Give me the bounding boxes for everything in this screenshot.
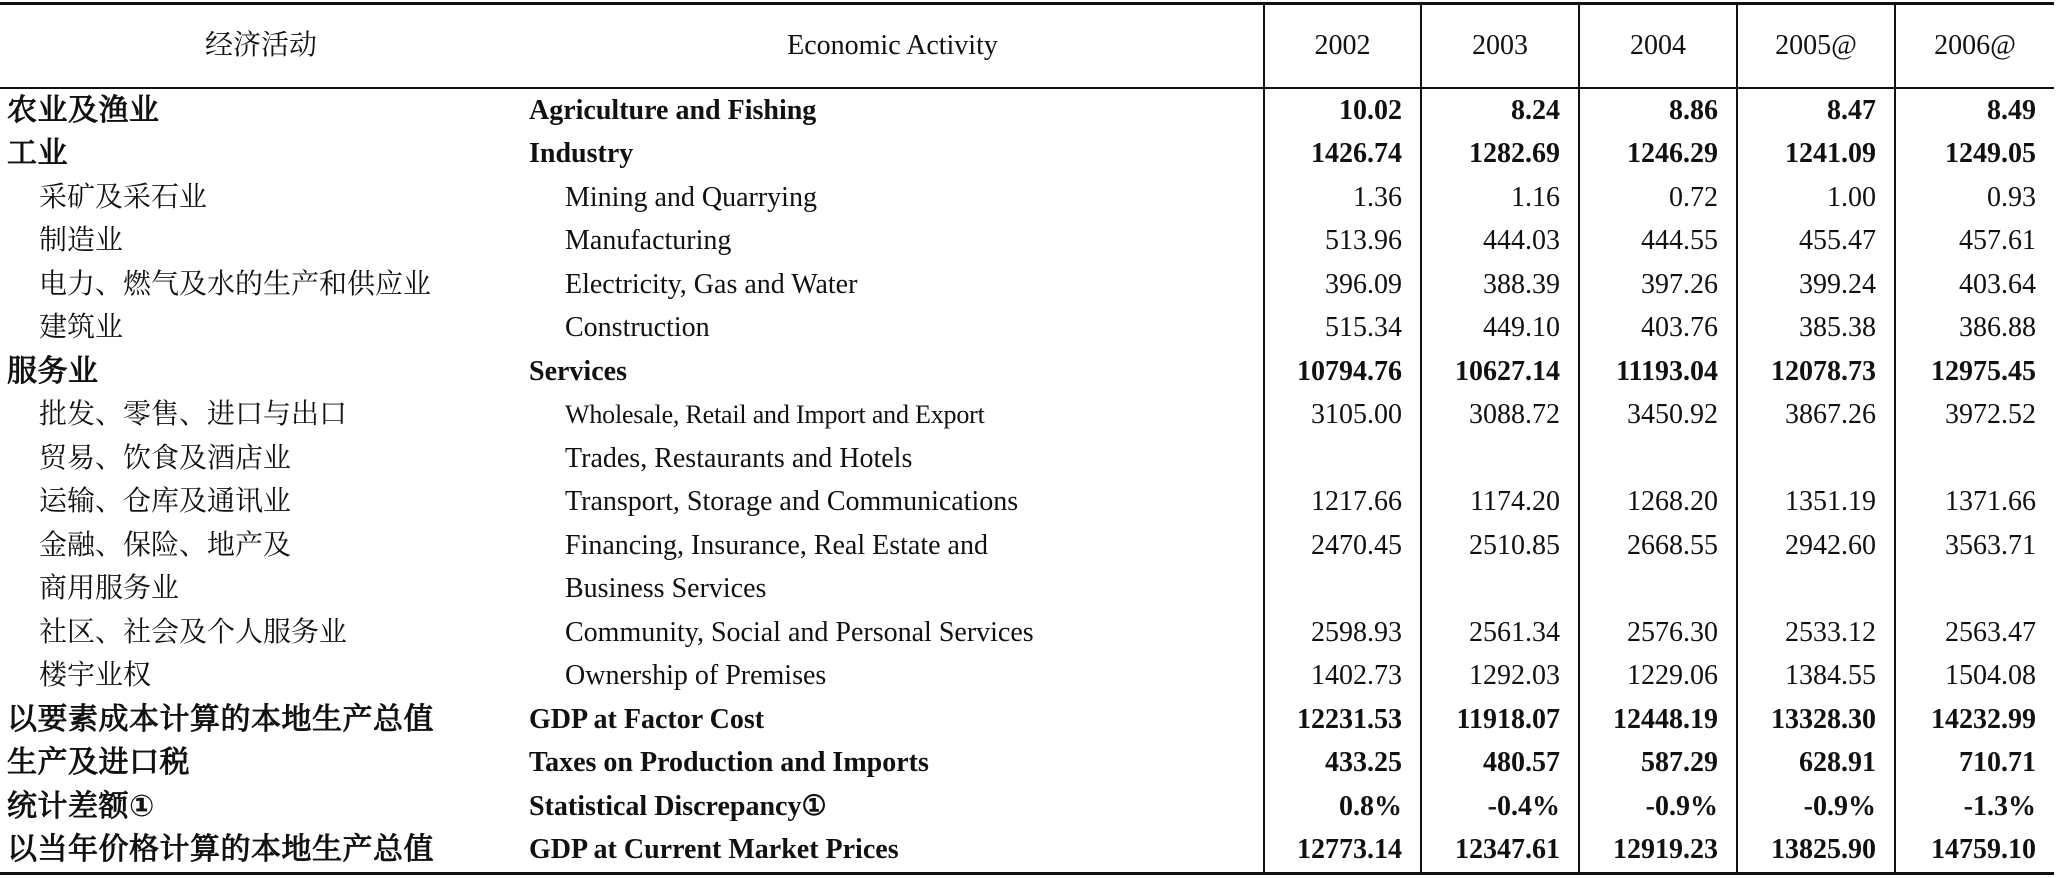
table-row bbox=[0, 394, 2054, 438]
value-2004: 3450.92 bbox=[1578, 394, 1736, 438]
activity-zh: 商用服务业 bbox=[39, 573, 180, 605]
activity-en: Trades, Restaurants and Hotels bbox=[565, 442, 913, 474]
value-2006: 2563.47 bbox=[1894, 611, 2054, 655]
value-2002: 433.25 bbox=[1263, 742, 1420, 786]
value-2002: 2598.93 bbox=[1263, 611, 1420, 655]
activity-en: Manufacturing bbox=[565, 225, 732, 257]
activity-zh: 建筑业 bbox=[39, 312, 124, 344]
activity-en: Agriculture and Fishing bbox=[529, 94, 817, 126]
value-2006: 14759.10 bbox=[1894, 829, 2054, 873]
activity-en: Construction bbox=[565, 312, 710, 344]
table-row bbox=[0, 568, 2054, 612]
value-2004: 1268.20 bbox=[1578, 481, 1736, 525]
activity-en: Transport, Storage and Communications bbox=[565, 486, 1019, 518]
value-2002 bbox=[1263, 437, 1420, 481]
table-row bbox=[0, 611, 2054, 655]
value-2005: 8.47 bbox=[1736, 89, 1894, 133]
activity-en: Mining and Quarrying bbox=[565, 181, 817, 213]
value-2006: -1.3% bbox=[1894, 785, 2054, 829]
value-2006: 386.88 bbox=[1894, 307, 2054, 351]
value-2002: 1402.73 bbox=[1263, 655, 1420, 699]
value-2004: 12448.19 bbox=[1578, 698, 1736, 742]
value-2006: 1504.08 bbox=[1894, 655, 2054, 699]
activity-en: Wholesale, Retail and Import and Export bbox=[565, 400, 985, 430]
value-2005: 628.91 bbox=[1736, 742, 1894, 786]
activity-en: GDP at Factor Cost bbox=[529, 703, 765, 735]
value-2003: 480.57 bbox=[1420, 742, 1578, 786]
value-2002: 12231.53 bbox=[1263, 698, 1420, 742]
value-2004 bbox=[1578, 568, 1736, 612]
value-2005: 1.00 bbox=[1736, 176, 1894, 220]
activity-en: Electricity, Gas and Water bbox=[565, 268, 858, 300]
value-2005: 3867.26 bbox=[1736, 394, 1894, 438]
activity-zh: 以要素成本计算的本地生产总值 bbox=[7, 701, 434, 737]
value-2005: 385.38 bbox=[1736, 307, 1894, 351]
value-2002: 1426.74 bbox=[1263, 133, 1420, 177]
value-2002: 396.09 bbox=[1263, 263, 1420, 307]
header-year-2006: 2006@ bbox=[1894, 5, 2054, 87]
value-2006: 8.49 bbox=[1894, 89, 2054, 133]
header-activity-zh: 经济活动 bbox=[204, 30, 317, 61]
value-2004: 0.72 bbox=[1578, 176, 1736, 220]
value-2002: 1217.66 bbox=[1263, 481, 1420, 525]
table-row bbox=[0, 785, 2054, 829]
value-2005: 2533.12 bbox=[1736, 611, 1894, 655]
value-2005: 1384.55 bbox=[1736, 655, 1894, 699]
activity-zh: 制造业 bbox=[39, 225, 124, 257]
activity-zh: 贸易、饮食及酒店业 bbox=[39, 442, 292, 474]
activity-en: Business Services bbox=[565, 573, 767, 605]
value-2006: 12975.45 bbox=[1894, 350, 2054, 394]
activity-zh: 工业 bbox=[7, 136, 68, 172]
header-year-2005: 2005@ bbox=[1736, 5, 1894, 87]
table-row bbox=[0, 307, 2054, 351]
value-2002: 1.36 bbox=[1263, 176, 1420, 220]
value-2002: 12773.14 bbox=[1263, 829, 1420, 873]
activity-zh: 生产及进口税 bbox=[7, 745, 190, 781]
value-2005: 13328.30 bbox=[1736, 698, 1894, 742]
value-2006 bbox=[1894, 437, 2054, 481]
value-2004: 12919.23 bbox=[1578, 829, 1736, 873]
value-2002: 0.8% bbox=[1263, 785, 1420, 829]
activity-en: GDP at Current Market Prices bbox=[529, 834, 899, 866]
value-2004 bbox=[1578, 437, 1736, 481]
table-row bbox=[0, 698, 2054, 742]
activity-en: Statistical Discrepancy① bbox=[529, 790, 827, 822]
value-2005 bbox=[1736, 437, 1894, 481]
value-2004: 2668.55 bbox=[1578, 524, 1736, 568]
activity-zh: 采矿及采石业 bbox=[39, 181, 208, 213]
value-2006: 3563.71 bbox=[1894, 524, 2054, 568]
value-2006: 457.61 bbox=[1894, 220, 2054, 264]
value-2002 bbox=[1263, 568, 1420, 612]
value-2003: 388.39 bbox=[1420, 263, 1578, 307]
value-2005: -0.9% bbox=[1736, 785, 1894, 829]
value-2005: 1241.09 bbox=[1736, 133, 1894, 177]
value-2004: 1246.29 bbox=[1578, 133, 1736, 177]
header-activity-en: Economic Activity bbox=[787, 30, 998, 61]
activity-en: Community, Social and Personal Services bbox=[565, 616, 1034, 648]
value-2003 bbox=[1420, 568, 1578, 612]
value-2003: 3088.72 bbox=[1420, 394, 1578, 438]
activity-zh: 统计差额① bbox=[7, 788, 155, 824]
value-2004: 587.29 bbox=[1578, 742, 1736, 786]
value-2005: 1351.19 bbox=[1736, 481, 1894, 525]
table-row bbox=[0, 350, 2054, 394]
value-2006: 0.93 bbox=[1894, 176, 2054, 220]
value-2005: 399.24 bbox=[1736, 263, 1894, 307]
value-2004: 403.76 bbox=[1578, 307, 1736, 351]
activity-zh: 电力、燃气及水的生产和供应业 bbox=[39, 268, 432, 300]
header-year-2003: 2003 bbox=[1420, 5, 1578, 87]
header-row bbox=[0, 5, 2054, 89]
table-row bbox=[0, 742, 2054, 786]
table-row bbox=[0, 89, 2054, 133]
value-2004: 397.26 bbox=[1578, 263, 1736, 307]
activity-zh: 社区、社会及个人服务业 bbox=[39, 616, 348, 648]
value-2002: 515.34 bbox=[1263, 307, 1420, 351]
value-2005: 2942.60 bbox=[1736, 524, 1894, 568]
activity-en: Financing, Insurance, Real Estate and bbox=[565, 529, 988, 561]
table-row bbox=[0, 481, 2054, 525]
activity-en: Industry bbox=[529, 138, 634, 170]
value-2004: 444.55 bbox=[1578, 220, 1736, 264]
value-2003: 1292.03 bbox=[1420, 655, 1578, 699]
value-2002: 3105.00 bbox=[1263, 394, 1420, 438]
table-row bbox=[0, 437, 2054, 481]
activity-en: Ownership of Premises bbox=[565, 660, 827, 692]
table-row bbox=[0, 176, 2054, 220]
value-2003: 444.03 bbox=[1420, 220, 1578, 264]
value-2006 bbox=[1894, 568, 2054, 612]
value-2003: 12347.61 bbox=[1420, 829, 1578, 873]
value-2003: 1174.20 bbox=[1420, 481, 1578, 525]
table-row bbox=[0, 829, 2054, 873]
value-2004: 11193.04 bbox=[1578, 350, 1736, 394]
value-2005: 455.47 bbox=[1736, 220, 1894, 264]
value-2006: 403.64 bbox=[1894, 263, 2054, 307]
activity-zh: 金融、保险、地产及 bbox=[39, 529, 292, 561]
value-2003: 8.24 bbox=[1420, 89, 1578, 133]
value-2003 bbox=[1420, 437, 1578, 481]
activity-en: Services bbox=[529, 355, 627, 387]
header-year-2002: 2002 bbox=[1263, 5, 1420, 87]
value-2003: 1.16 bbox=[1420, 176, 1578, 220]
table-row bbox=[0, 133, 2054, 177]
activity-zh: 农业及渔业 bbox=[7, 92, 160, 128]
activity-zh: 楼宇业权 bbox=[39, 660, 152, 692]
value-2006: 710.71 bbox=[1894, 742, 2054, 786]
table-row bbox=[0, 263, 2054, 307]
value-2003: 2561.34 bbox=[1420, 611, 1578, 655]
activity-zh: 服务业 bbox=[7, 353, 99, 389]
data-table bbox=[0, 2, 2054, 875]
value-2004: 1229.06 bbox=[1578, 655, 1736, 699]
activity-zh: 批发、零售、进口与出口 bbox=[39, 399, 348, 431]
value-2002: 513.96 bbox=[1263, 220, 1420, 264]
value-2004: -0.9% bbox=[1578, 785, 1736, 829]
value-2004: 2576.30 bbox=[1578, 611, 1736, 655]
value-2002: 10794.76 bbox=[1263, 350, 1420, 394]
value-2006: 3972.52 bbox=[1894, 394, 2054, 438]
value-2003: 11918.07 bbox=[1420, 698, 1578, 742]
value-2003: 2510.85 bbox=[1420, 524, 1578, 568]
value-2005 bbox=[1736, 568, 1894, 612]
value-2002: 10.02 bbox=[1263, 89, 1420, 133]
value-2006: 14232.99 bbox=[1894, 698, 2054, 742]
table-row bbox=[0, 524, 2054, 568]
value-2006: 1249.05 bbox=[1894, 133, 2054, 177]
value-2003: 10627.14 bbox=[1420, 350, 1578, 394]
value-2003: 449.10 bbox=[1420, 307, 1578, 351]
activity-zh: 以当年价格计算的本地生产总值 bbox=[7, 832, 434, 868]
value-2003: -0.4% bbox=[1420, 785, 1578, 829]
value-2005: 12078.73 bbox=[1736, 350, 1894, 394]
value-2003: 1282.69 bbox=[1420, 133, 1578, 177]
activity-en: Taxes on Production and Imports bbox=[529, 747, 929, 779]
table-row bbox=[0, 220, 2054, 264]
value-2004: 8.86 bbox=[1578, 89, 1736, 133]
table-row bbox=[0, 655, 2054, 699]
header-year-2004: 2004 bbox=[1578, 5, 1736, 87]
value-2005: 13825.90 bbox=[1736, 829, 1894, 873]
value-2002: 2470.45 bbox=[1263, 524, 1420, 568]
activity-zh: 运输、仓库及通讯业 bbox=[39, 486, 292, 518]
value-2006: 1371.66 bbox=[1894, 481, 2054, 525]
